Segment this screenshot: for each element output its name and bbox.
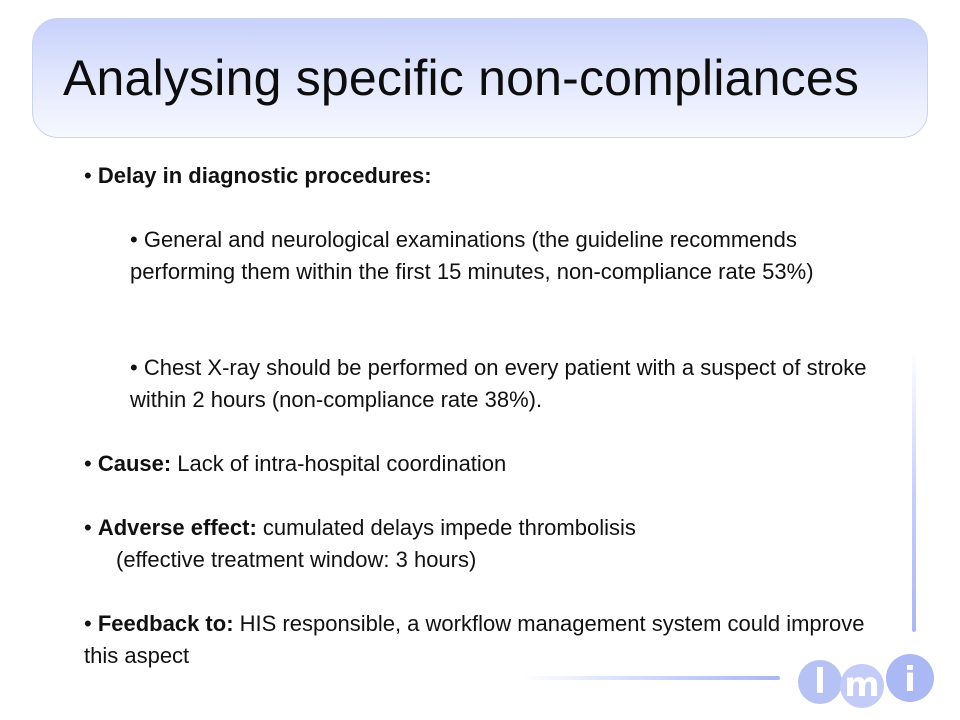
bullet-adverse-effect bbox=[84, 512, 864, 544]
lmi-logo bbox=[796, 646, 936, 708]
title-banner bbox=[32, 18, 928, 138]
bullet-marker: • bbox=[84, 163, 92, 188]
bullet-text: Lack of intra-hospital coordination bbox=[171, 451, 507, 476]
bullet-heading: Feedback to: bbox=[97, 611, 234, 636]
bullet-text: General and neurological examinations (the guideline recommends performing them within the first 15 minutes, non-compliance rate 53%) bbox=[130, 227, 814, 284]
bullet-marker: • bbox=[84, 451, 92, 476]
bullet-marker: • bbox=[84, 515, 92, 540]
sub-bullet-chest-xray bbox=[130, 352, 870, 416]
bullet-cause bbox=[84, 448, 864, 480]
svg-text:m: m bbox=[844, 665, 880, 705]
bullet-heading: Delay in diagnostic procedures: bbox=[97, 163, 432, 188]
bullet-marker: • bbox=[130, 355, 138, 380]
slide-title: Analysing specific non-compliances bbox=[63, 50, 860, 106]
bullet-marker: • bbox=[130, 227, 138, 252]
decorative-horizontal-line bbox=[520, 676, 780, 680]
bullet-marker: • bbox=[84, 611, 92, 636]
bullet-delay bbox=[84, 160, 864, 192]
decorative-vertical-line bbox=[912, 350, 916, 632]
bullet-heading: Adverse effect: bbox=[97, 515, 257, 540]
adverse-effect-continuation bbox=[116, 544, 876, 576]
svg-text:i: i bbox=[904, 660, 916, 700]
bullet-text: Chest X-ray should be performed on every patient with a suspect of stroke within 2 hours (non-compliance rate 38%). bbox=[130, 355, 867, 412]
bullet-heading: Cause: bbox=[97, 451, 172, 476]
bullet-text: cumulated delays impede thrombolisis bbox=[256, 515, 636, 540]
svg-text:l: l bbox=[814, 662, 826, 702]
bullet-text: HIS responsible, a workflow management system could improve this aspect bbox=[84, 611, 865, 668]
sub-bullet-examinations bbox=[130, 224, 870, 288]
bullet-text: (effective treatment window: 3 hours) bbox=[116, 547, 477, 572]
bullet-feedback bbox=[84, 608, 874, 672]
